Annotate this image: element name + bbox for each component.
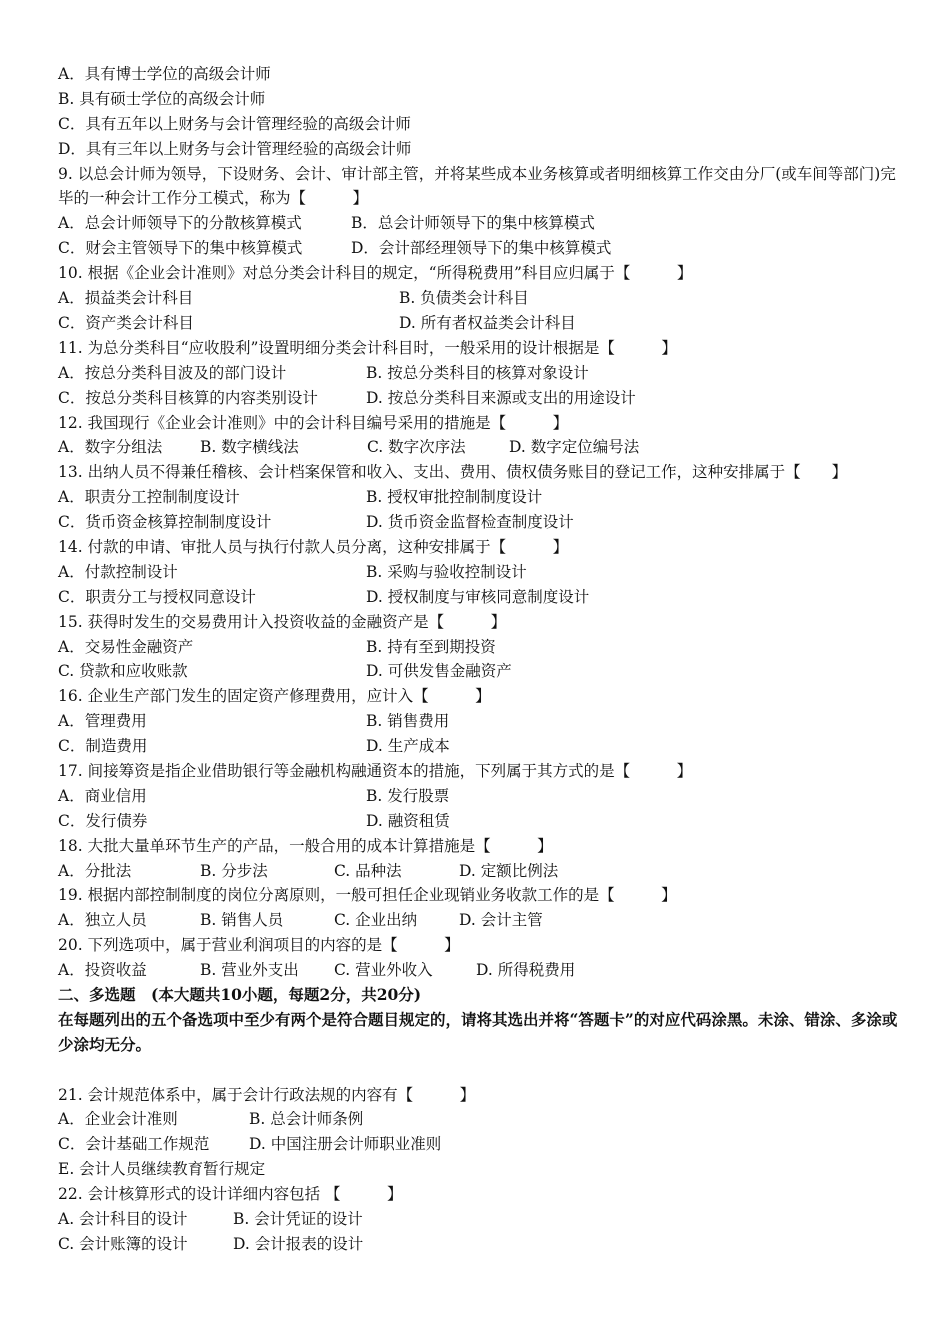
text-line: 15. 获得时发生的交易费用计入投资收益的金融资产是【 】 — [58, 612, 507, 631]
option-row — [58, 211, 910, 236]
option-text: A．交易性金融资产 — [58, 637, 194, 656]
option-text: D. 授权制度与审核同意制度设计 — [366, 587, 590, 606]
option-text: B. 销售费用 — [366, 712, 450, 731]
text-line: C．具有五年以上财务与会计管理经验的高级会计师 — [58, 114, 411, 133]
option-text: A. 会计科目的设计 — [58, 1210, 188, 1229]
option-text: B. 数字横线法 — [200, 438, 299, 457]
text-line: 22. 会计核算形式的设计详细内容包括 【 】 — [58, 1185, 403, 1204]
option-row — [58, 485, 910, 510]
option-row — [58, 859, 910, 884]
option-text: C．货币资金核算控制制度设计 — [58, 513, 272, 532]
option-row — [58, 286, 910, 311]
option-row — [58, 709, 910, 734]
option-row — [58, 1207, 910, 1232]
option-row — [58, 236, 910, 261]
option-row — [58, 386, 910, 411]
option-text: D. 数字定位编号法 — [509, 438, 640, 457]
option-text: C. 会计账簿的设计 — [58, 1234, 188, 1253]
option-text: A．损益类会计科目 — [58, 289, 194, 308]
option-row — [58, 1232, 910, 1257]
option-text: C. 数字次序法 — [367, 438, 466, 457]
option-text: A．职责分工控制制度设计 — [58, 488, 240, 507]
option-text: C．发行债券 — [58, 811, 148, 830]
text-line: A．具有博士学位的高级会计师 — [58, 65, 271, 83]
option-text: B. 采购与验收控制设计 — [366, 562, 527, 581]
option-row — [58, 958, 910, 983]
option-text: A．投资收益 — [58, 961, 147, 980]
option-text: A．按总分类科目波及的部门设计 — [58, 363, 287, 382]
text-line: E. 会计人员继续教育暂行规定 — [58, 1160, 266, 1179]
option-text: A．总会计师领导下的分散核算模式 — [58, 214, 302, 233]
option-text: D. 按总分类科目来源或支出的用途设计 — [366, 388, 636, 407]
option-text: C. 品种法 — [334, 861, 402, 880]
option-row — [58, 585, 910, 610]
option-row — [58, 1132, 910, 1157]
text-line: 11. 为总分类科目“应收股利”设置明细分类会计科目时，一般采用的设计根据是【 】 — [58, 338, 677, 357]
option-text: C．制造费用 — [58, 737, 148, 756]
option-text: D. 生产成本 — [366, 737, 450, 756]
option-text: C. 贷款和应收账款 — [58, 662, 188, 681]
option-text: A．管理费用 — [58, 712, 147, 731]
option-text: D. 可供发售金融资产 — [366, 662, 512, 681]
text-line: 20. 下列选项中，属于营业利润项目的内容的是【 】 — [58, 936, 460, 955]
option-row — [58, 809, 910, 834]
option-text: B. 发行股票 — [366, 786, 450, 805]
text-line: B. 具有硕士学位的高级会计师 — [58, 89, 266, 108]
option-text: B. 营业外支出 — [200, 961, 299, 980]
option-text: B. 销售人员 — [200, 911, 284, 930]
option-row — [58, 635, 910, 660]
option-text: B．总会计师领导下的集中核算模式 — [351, 214, 595, 233]
section-heading: 在每题列出的五个备选项中至少有两个是符合题目规定的，请将其选出并将“答题卡”的对应代码涂黑。未涂、错涂、多涂或少涂均无分。 — [58, 1009, 898, 1054]
option-row — [58, 908, 910, 933]
option-text: B. 分步法 — [200, 861, 268, 880]
option-row — [58, 659, 910, 684]
option-text: D. 中国注册会计师职业准则 — [249, 1135, 442, 1154]
text-line: 21. 会计规范体系中，属于会计行政法规的内容有【 】 — [58, 1085, 476, 1104]
text-line: 17. 间接筹资是指企业借助银行等金融机构融通资本的措施，下列属于其方式的是【 】 — [58, 761, 693, 780]
option-text: D. 会计报表的设计 — [233, 1234, 364, 1253]
option-row — [58, 510, 910, 535]
option-text: B. 持有至到期投资 — [366, 637, 496, 656]
option-row — [58, 311, 910, 336]
option-text: B. 负债类会计科目 — [399, 289, 529, 308]
text-line: 10. 根据《企业会计准则》对总分类会计科目的规定，“所得税费用”科目应归属于【 】 — [58, 264, 693, 283]
option-text: D. 所有者权益类会计科目 — [399, 313, 576, 332]
option-row — [58, 734, 910, 759]
option-text: C．会计基础工作规范 — [58, 1135, 210, 1154]
option-text: C. 营业外收入 — [334, 961, 433, 980]
option-text: C．财会主管领导下的集中核算模式 — [58, 239, 303, 258]
option-text: D. 融资租赁 — [366, 811, 450, 830]
option-text: A．分批法 — [58, 861, 132, 880]
option-text: B. 按总分类科目的核算对象设计 — [366, 363, 589, 382]
option-text: D. 定额比例法 — [459, 861, 559, 880]
option-text: B. 授权审批控制制度设计 — [366, 488, 543, 507]
option-text: D. 所得税费用 — [476, 961, 576, 980]
text-line: 16. 企业生产部门发生的固定资产修理费用，应计入【 】 — [58, 687, 491, 706]
option-row — [58, 560, 910, 585]
text-line: 9. 以总会计师为领导，下设财务、会计、审计部主管，并将某些成本业务核算或者明细核算工作交由分厂(或车间等部门)完毕的一种会计工作分工模式，称为【 】 — [58, 164, 896, 208]
option-text: D. 货币资金监督检查制度设计 — [366, 513, 574, 532]
text-line: D．具有三年以上财务与会计管理经验的高级会计师 — [58, 139, 412, 158]
text-line: 18. 大批大量单环节生产的产品，一般合用的成本计算措施是【 】 — [58, 836, 553, 855]
text-line: 14. 付款的申请、审批人员与执行付款人员分离，这种安排属于【 】 — [58, 537, 569, 556]
section-heading: 二、多选题 (本大题共10小题，每题2分，共20分) — [58, 985, 422, 1004]
text-line: 13. 出纳人员不得兼任稽核、会计档案保管和收入、支出、费用、债权债务账目的登记工作，这种安排属于【 】 — [58, 463, 848, 482]
option-text: C．按总分类科目核算的内容类别设计 — [58, 388, 318, 407]
option-text: A．数字分组法 — [58, 438, 163, 457]
option-text: C. 企业出纳 — [334, 911, 418, 930]
option-text: D. 会计主管 — [459, 911, 543, 930]
option-text: C．资产类会计科目 — [58, 313, 194, 332]
option-row — [58, 361, 910, 386]
option-text: B. 总会计师条例 — [249, 1110, 364, 1129]
option-text: A．企业会计准则 — [58, 1110, 178, 1129]
text-line: 19. 根据内部控制制度的岗位分离原则，一般可担任企业现销业务收款工作的是【 】 — [58, 886, 677, 905]
option-text: C．职责分工与授权同意设计 — [58, 587, 256, 606]
option-text: A．独立人员 — [58, 911, 147, 930]
option-row — [58, 1107, 910, 1132]
blank-line — [58, 1058, 910, 1083]
option-text: A．商业信用 — [58, 786, 147, 805]
option-row — [58, 784, 910, 809]
option-text: D．会计部经理领导下的集中核算模式 — [351, 239, 612, 258]
text-line: 12. 我国现行《企业会计准则》中的会计科目编号采用的措施是【 】 — [58, 413, 569, 432]
option-text: A．付款控制设计 — [58, 562, 178, 581]
option-text: B. 会计凭证的设计 — [233, 1210, 363, 1229]
option-row — [58, 435, 910, 460]
